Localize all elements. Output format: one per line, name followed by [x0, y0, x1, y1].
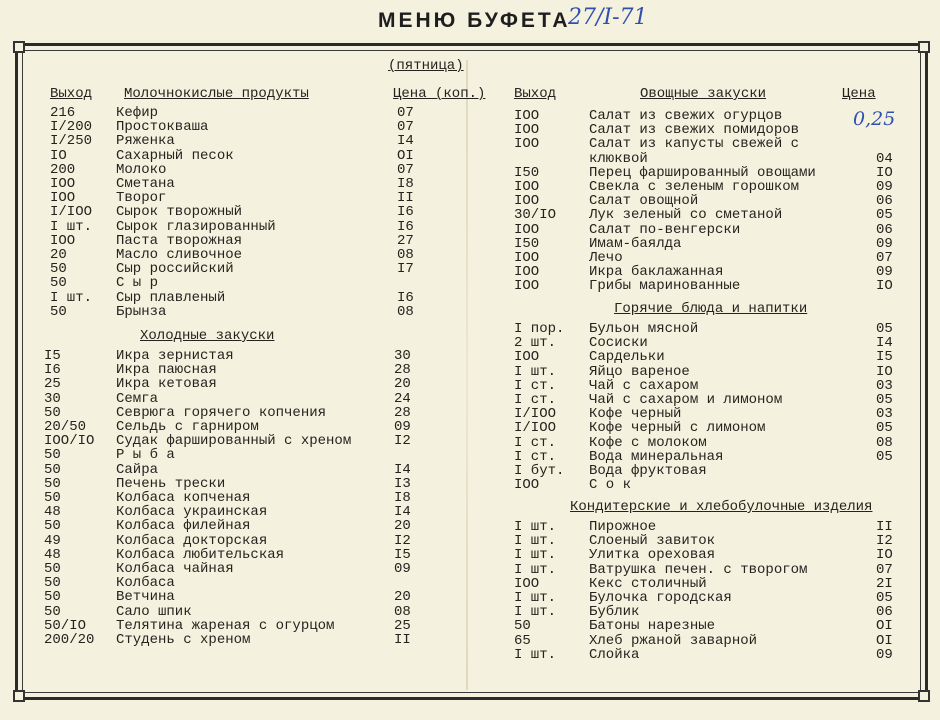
handwritten-date: 27/I-71 — [568, 5, 648, 30]
menu-item-output: 50 — [44, 404, 61, 421]
menu-item-price: I7 — [397, 261, 414, 278]
menu-title: МЕНЮ БУФЕТА — [378, 9, 571, 32]
handwritten-price: 0,25 — [853, 108, 896, 130]
menu-item-output: 200/20 — [44, 632, 95, 648]
menu-item-name: Р ы б а — [116, 447, 175, 464]
menu-item-price: 09 — [876, 646, 893, 663]
menu-item-name: Колбаса украинская — [116, 504, 268, 521]
menu-item-output: 25 — [44, 376, 61, 393]
right-col-header-price: Цена — [842, 86, 876, 102]
menu-item-price: I6 — [397, 204, 414, 221]
menu-item-price: 08 — [397, 247, 414, 263]
menu-item-price: I8 — [397, 176, 414, 192]
menu-item-name: Слойка — [589, 646, 640, 663]
menu-item-name: Свекла с зеленым горошком — [589, 179, 800, 195]
menu-item-name: С ы р — [116, 275, 159, 292]
menu-item-output: I шт. — [514, 519, 557, 535]
menu-item-output: IOO — [50, 232, 76, 249]
menu-item-output: 50 — [44, 603, 61, 620]
menu-item-output: 50 — [50, 275, 67, 292]
menu-item-price: 08 — [876, 434, 893, 451]
menu-item-output: 50 — [44, 490, 61, 506]
menu-item-name: С о к — [589, 477, 632, 494]
menu-item-name: Имам-баялда — [589, 235, 682, 252]
menu-item-name: Бульон мясной — [589, 321, 699, 337]
menu-item-name: Вода фруктовая — [589, 463, 707, 479]
menu-item-output: 30 — [44, 390, 61, 407]
menu-item-price: 09 — [394, 561, 411, 577]
menu-item-name: Кофе черный с лимоном — [589, 420, 766, 437]
menu-item-name: Колбаса филейная — [116, 518, 251, 535]
menu-item-name: Сосиски — [589, 335, 648, 352]
menu-item-name: Пирожное — [589, 519, 657, 535]
menu-item-name: Икра паюсная — [116, 362, 217, 379]
menu-item-price: 03 — [876, 406, 893, 423]
menu-item-name: Сыр плавленый — [116, 289, 226, 306]
menu-item-price: 28 — [394, 362, 411, 379]
menu-item-price: I3 — [394, 475, 411, 492]
menu-item-name: Ветчина — [116, 589, 175, 606]
right-col-header-output: Выход — [514, 86, 557, 102]
left-col-header-section: Молочнокислые продукты — [124, 86, 309, 102]
menu-item-price: 20 — [394, 589, 411, 606]
menu-item-price: IO — [876, 164, 893, 181]
menu-item-output: I шт. — [514, 590, 557, 606]
menu-item-price: I5 — [876, 349, 893, 366]
menu-item-price: OI — [876, 618, 893, 635]
menu-item-name: Сало шпик — [116, 603, 192, 620]
menu-item-name: Колбаса копченая — [116, 490, 251, 506]
menu-item-name: Кофе черный — [589, 406, 682, 423]
menu-item-name: Сельдь с гарниром — [116, 419, 259, 435]
menu-item-output: I ст. — [514, 448, 557, 465]
menu-item-name: Колбаса — [116, 575, 175, 592]
menu-item-output: 49 — [44, 532, 61, 549]
menu-item-output: IOO — [50, 176, 76, 192]
menu-item-price: 09 — [876, 179, 893, 195]
menu-item-name: Печень трески — [116, 475, 226, 492]
menu-item-output: 50 — [514, 618, 531, 635]
menu-item-price: 05 — [876, 321, 893, 337]
menu-item-name: Молоко — [116, 161, 167, 178]
menu-item-output: I шт. — [514, 604, 557, 621]
menu-item-output: IOO — [514, 575, 540, 592]
menu-item-price: 06 — [876, 193, 893, 210]
menu-item-price: 05 — [876, 420, 893, 437]
menu-item-name: Сардельки — [589, 349, 665, 366]
menu-item-output: IOO — [514, 477, 540, 494]
menu-item-output: I/200 — [50, 119, 93, 136]
menu-item-output: IOO — [514, 179, 540, 195]
menu-item-price: 05 — [876, 207, 893, 224]
menu-item-price: I6 — [397, 218, 414, 235]
section-title-cold: Холодные закуски — [140, 328, 275, 344]
menu-item-output: 50 — [44, 518, 61, 535]
menu-item-price: 06 — [876, 604, 893, 621]
menu-item-name: Кекс столичный — [589, 575, 707, 592]
menu-item-price: I8 — [394, 490, 411, 506]
menu-item-name: Ватрушка печен. с творогом — [589, 561, 808, 578]
menu-item-output: I/IOO — [514, 420, 557, 437]
menu-item-output: I пор. — [514, 321, 565, 337]
menu-item-name: Грибы маринованные — [589, 278, 741, 295]
menu-item-price: 06 — [876, 221, 893, 238]
menu-item-name: Булочка городская — [589, 590, 732, 606]
menu-item-name: Севрюга горячего копчения — [116, 404, 327, 421]
menu-item-output: I шт. — [514, 646, 557, 663]
menu-item-name: Колбаса чайная — [116, 561, 234, 577]
menu-item-output: IOO — [514, 250, 540, 266]
menu-item-output: I шт. — [50, 218, 93, 235]
menu-item-output: IOO/IO — [44, 433, 95, 450]
menu-item-price: 20 — [394, 518, 411, 535]
menu-item-price: IO — [876, 278, 893, 295]
menu-item-name: Слоеный завиток — [589, 533, 716, 550]
menu-item-price: I5 — [394, 546, 411, 563]
menu-item-price: 09 — [876, 264, 893, 281]
menu-item-price: I4 — [876, 335, 893, 352]
menu-item-name: Сахарный песок — [116, 147, 234, 164]
menu-item-output: 50 — [44, 447, 61, 464]
menu-item-output: 48 — [44, 504, 61, 521]
menu-item-output: IOO — [514, 349, 540, 366]
menu-item-price: 03 — [876, 377, 893, 394]
frame-corner — [918, 41, 930, 53]
menu-item-name: Студень с хреном — [116, 632, 251, 648]
menu-item-name: Ряженка — [116, 133, 175, 150]
menu-item-output: I ст. — [514, 434, 557, 451]
right-col-header-section: Овощные закуски — [640, 86, 767, 102]
menu-item-name: Творог — [116, 190, 167, 207]
menu-item-price: I2 — [394, 433, 411, 450]
menu-item-output: I5 — [44, 348, 61, 364]
menu-item-price: 27 — [397, 232, 414, 249]
frame-corner — [918, 690, 930, 702]
menu-item-output: 50 — [44, 575, 61, 592]
menu-item-output: I/IOO — [50, 204, 93, 221]
menu-item-name: Салат из свежих огурцов — [589, 108, 783, 124]
frame-corner — [13, 690, 25, 702]
frame-corner — [13, 41, 25, 53]
menu-item-output: I шт. — [514, 547, 557, 564]
menu-item-output: 20 — [50, 247, 67, 263]
menu-item-output: I шт. — [50, 289, 93, 306]
menu-item-name: Салат по-венгерски — [589, 221, 741, 238]
menu-item-price: I2 — [394, 532, 411, 549]
menu-item-output: 20/50 — [44, 419, 87, 435]
menu-item-output: IOO — [50, 190, 76, 207]
menu-item-output: 30/IO — [514, 207, 557, 224]
menu-item-output: 65 — [514, 632, 531, 649]
menu-item-name: Сырок творожный — [116, 204, 243, 221]
menu-item-name: Батоны нарезные — [589, 618, 716, 635]
menu-item-output: 48 — [44, 546, 61, 563]
menu-item-output: I ст. — [514, 377, 557, 394]
menu-item-name: Лук зеленый со сметаной — [589, 207, 783, 224]
menu-item-price: II — [397, 190, 414, 207]
menu-item-name: Судак фаршированный с хреном — [116, 433, 352, 450]
menu-item-price: 04 — [876, 150, 893, 167]
menu-item-name: Масло сливочное — [116, 247, 243, 263]
day-of-week: (пятница) — [388, 58, 464, 74]
menu-item-price: 28 — [394, 404, 411, 421]
menu-item-output: IOO — [514, 136, 540, 153]
menu-item-name: Икра баклажанная — [589, 264, 724, 281]
menu-item-name: Вода минеральная — [589, 448, 724, 465]
menu-item-name: Брынза — [116, 303, 167, 320]
menu-item-price: 09 — [394, 419, 411, 435]
menu-item-output: I бут. — [514, 463, 565, 479]
left-col-header-price: Цена (коп.) — [393, 86, 486, 102]
menu-item-name: Салат из капусты свежей с — [589, 136, 800, 153]
menu-item-name: Перец фаршированный овощами — [589, 164, 816, 181]
menu-item-price: IO — [876, 363, 893, 380]
menu-item-output: 50 — [44, 461, 61, 478]
menu-item-output: I50 — [514, 164, 540, 181]
menu-item-output: 216 — [50, 105, 76, 121]
menu-item-name: Бублик — [589, 604, 640, 621]
menu-item-output: I6 — [44, 362, 61, 379]
menu-item-name: Семга — [116, 390, 159, 407]
menu-item-price: 05 — [876, 590, 893, 606]
menu-item-output: IO — [50, 147, 67, 164]
menu-item-price: 07 — [397, 161, 414, 178]
menu-item-price: 07 — [876, 250, 893, 266]
menu-item-price: II — [876, 519, 893, 535]
menu-item-price: 07 — [397, 119, 414, 136]
menu-item-name: Чай с сахаром — [589, 377, 699, 394]
menu-item-name: Сыр российский — [116, 261, 234, 278]
menu-item-output: I шт. — [514, 533, 557, 550]
menu-item-price: 08 — [394, 603, 411, 620]
menu-item-name: Сметана — [116, 176, 175, 192]
menu-item-name: Хлеб ржаной заварной — [589, 632, 758, 649]
menu-item-output: 50/IO — [44, 617, 87, 634]
menu-item-output: I/IOO — [514, 406, 557, 423]
menu-item-price: I6 — [397, 289, 414, 306]
menu-item-name: Икра зернистая — [116, 348, 234, 364]
menu-item-output: 200 — [50, 161, 76, 178]
menu-item-output: IOO — [514, 264, 540, 281]
menu-item-price: IO — [876, 547, 893, 564]
menu-item-price: I4 — [394, 504, 411, 521]
menu-item-output: IOO — [514, 193, 540, 210]
menu-item-name: Сырок глазированный — [116, 218, 276, 235]
menu-item-price: 07 — [876, 561, 893, 578]
menu-item-name: Сайра — [116, 461, 159, 478]
menu-item-name: Колбаса докторская — [116, 532, 268, 549]
menu-item-name: Салат овощной — [589, 193, 699, 210]
menu-item-name: Кофе с молоком — [589, 434, 707, 451]
menu-item-price: 2I — [876, 575, 893, 592]
menu-item-output: IOO — [514, 278, 540, 295]
menu-item-price: OI — [876, 632, 893, 649]
menu-item-price: 09 — [876, 235, 893, 252]
menu-item-price: 07 — [397, 105, 414, 121]
menu-item-price: I4 — [394, 461, 411, 478]
menu-item-name: Простокваша — [116, 119, 209, 136]
menu-item-output: I ст. — [514, 392, 557, 408]
menu-item-name: Паста творожная — [116, 232, 243, 249]
menu-item-output: 50 — [44, 589, 61, 606]
section-title-confectionery: Кондитерские и хлебобулочные изделия — [570, 499, 873, 515]
section-title-hot: Горячие блюда и напитки — [614, 301, 808, 317]
menu-item-price: OI — [397, 147, 414, 164]
menu-item-output: I50 — [514, 235, 540, 252]
menu-item-output: I шт. — [514, 363, 557, 380]
menu-item-output: I/250 — [50, 133, 93, 150]
menu-item-output: 50 — [44, 561, 61, 577]
menu-item-price: 30 — [394, 348, 411, 364]
menu-item-price: 20 — [394, 376, 411, 393]
menu-item-output: 50 — [50, 261, 67, 278]
menu-item-price: II — [394, 632, 411, 648]
menu-item-name: Кефир — [116, 105, 159, 121]
menu-item-name: Икра кетовая — [116, 376, 217, 393]
menu-item-price: 08 — [397, 303, 414, 320]
menu-item-name: Лечо — [589, 250, 623, 266]
menu-item-price: 05 — [876, 448, 893, 465]
menu-item-name: Чай с сахаром и лимоном — [589, 392, 783, 408]
menu-item-name: Колбаса любительская — [116, 546, 285, 563]
menu-item-output: 50 — [44, 475, 61, 492]
menu-item-name: Улитка ореховая — [589, 547, 716, 564]
menu-item-output: 2 шт. — [514, 335, 557, 352]
menu-item-price: 24 — [394, 390, 411, 407]
menu-item-name: Яйцо вареное — [589, 363, 690, 380]
page-fold — [466, 60, 468, 690]
menu-item-price: 05 — [876, 392, 893, 408]
menu-item-name: Телятина жареная с огурцом — [116, 617, 335, 634]
left-col-header-output: Выход — [50, 86, 93, 102]
menu-item-price: I4 — [397, 133, 414, 150]
menu-item-price: 25 — [394, 617, 411, 634]
menu-item-price: I2 — [876, 533, 893, 550]
menu-item-output: 50 — [50, 303, 67, 320]
menu-item-name: клюквой — [589, 150, 648, 167]
menu-item-output: IOO — [514, 221, 540, 238]
menu-item-output: IOO — [514, 108, 540, 124]
menu-item-name: Салат из свежих помидоров — [589, 122, 800, 139]
menu-item-output: IOO — [514, 122, 540, 139]
menu-item-output: I шт. — [514, 561, 557, 578]
